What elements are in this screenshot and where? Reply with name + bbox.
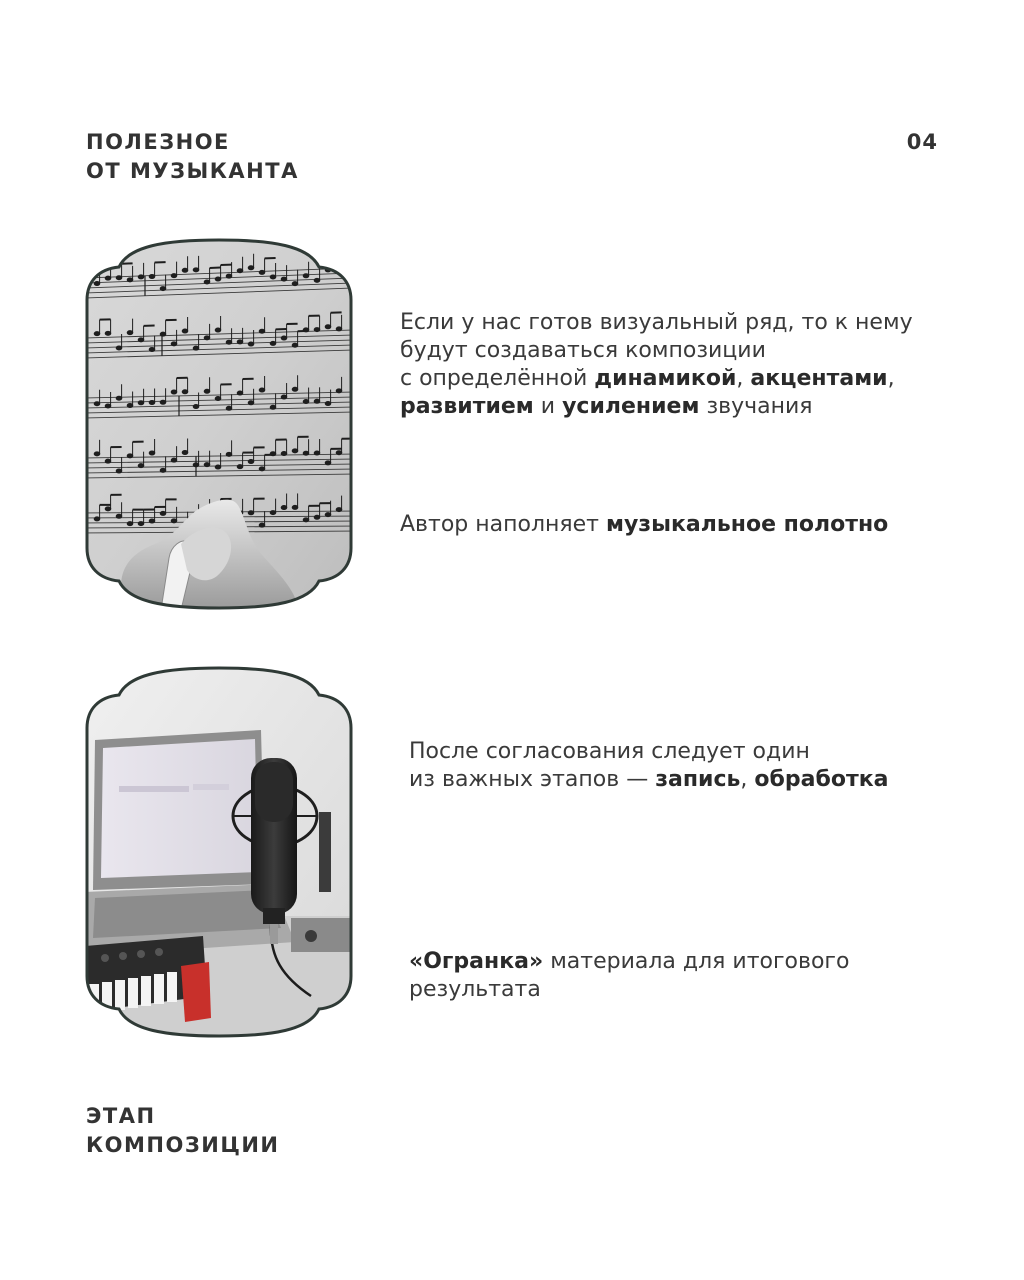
note-head (259, 270, 265, 274)
bold-term: акцентами (750, 366, 888, 391)
note-head (259, 388, 265, 392)
text-fragment: звучания (699, 394, 813, 419)
page-number: 04 (906, 130, 938, 154)
note-head (193, 268, 199, 272)
note-head (215, 328, 221, 332)
text-fragment: , (740, 767, 755, 792)
note-head (292, 505, 298, 509)
page-title-line-2: ОТ МУЗЫКАНТА (86, 159, 299, 183)
text-line (400, 337, 960, 365)
note-head (193, 405, 199, 409)
note-head (270, 511, 276, 515)
note-head (336, 389, 342, 393)
page-title-line-1: ПОЛЕЗНОЕ (86, 130, 230, 154)
note-head (281, 277, 287, 281)
text-fragment: Автор наполняет (400, 512, 606, 537)
text-fragment: , (887, 366, 895, 391)
note-head (160, 400, 166, 404)
note-head (336, 327, 342, 331)
note-head (281, 452, 287, 456)
note-head (94, 452, 100, 456)
note-head (94, 282, 100, 286)
note-head (215, 277, 221, 281)
note-head (281, 506, 287, 510)
note-head (292, 282, 298, 286)
note-head (325, 461, 331, 465)
note-head (94, 402, 100, 406)
screen-blur-text (119, 786, 189, 792)
note-head (259, 467, 265, 471)
note-head (215, 397, 221, 401)
note-head (237, 391, 243, 395)
note-head (149, 519, 155, 523)
note-head (292, 449, 298, 453)
section-title (86, 1102, 279, 1160)
note-head (325, 325, 331, 329)
note-head (160, 287, 166, 291)
note-head (204, 463, 210, 467)
studio-microphone-illustration (85, 666, 353, 1038)
note-head (149, 275, 155, 279)
sheet-music-photo (85, 238, 353, 610)
note-head (226, 452, 232, 456)
note-head (116, 396, 122, 400)
note-head (171, 274, 177, 278)
note-head (336, 508, 342, 512)
note-head (171, 458, 177, 462)
note-head (105, 404, 111, 408)
note-head (160, 332, 166, 336)
text-line (409, 976, 969, 1004)
text-fragment: и (533, 394, 563, 419)
note-head (226, 406, 232, 410)
note-head (248, 266, 254, 270)
note-head (127, 454, 133, 458)
section-title-line-1: ЭТАП (86, 1104, 156, 1128)
text-fragment: Если у нас готов визуальный ряд, то к нему (400, 310, 913, 335)
text-line (409, 948, 969, 976)
note-head (138, 401, 144, 405)
note-head (138, 522, 144, 526)
note-head (116, 469, 122, 473)
text-line (409, 738, 969, 766)
note-head (94, 332, 100, 336)
note-head (116, 276, 122, 280)
note-head (325, 513, 331, 517)
note-head (248, 401, 254, 405)
bold-term: усилением (562, 394, 700, 419)
note-head (171, 390, 177, 394)
note-head (226, 274, 232, 278)
note-head (149, 348, 155, 352)
note-head (303, 451, 309, 455)
note-head (314, 328, 320, 332)
note-head (336, 451, 342, 455)
note-head (314, 399, 320, 403)
section-title-line-2: КОМПОЗИЦИИ (86, 1133, 280, 1157)
note-head (237, 340, 243, 344)
note-head (105, 276, 111, 280)
note-head (292, 387, 298, 391)
note-head (182, 390, 188, 394)
note-head (138, 464, 144, 468)
note-head (171, 342, 177, 346)
note-head (215, 465, 221, 469)
note-head (248, 511, 254, 515)
note-head (105, 459, 111, 463)
note-head (303, 518, 309, 522)
note-head (270, 341, 276, 345)
bold-term: запись (655, 767, 741, 792)
note-head (149, 401, 155, 405)
bold-term: музыкальное полотно (605, 512, 889, 537)
sheet-music-illustration (85, 238, 353, 610)
note-head (314, 515, 320, 519)
page-title (86, 128, 299, 186)
note-head (237, 269, 243, 273)
note-head (325, 402, 331, 406)
note-head (303, 400, 309, 404)
note-head (303, 274, 309, 278)
text-fragment: с определённой (400, 366, 595, 391)
note-head (336, 265, 342, 269)
bold-term: развитием (400, 394, 534, 419)
note-head (127, 403, 133, 407)
note-head (281, 395, 287, 399)
note-head (270, 275, 276, 279)
note-head (204, 280, 210, 284)
note-head (160, 468, 166, 472)
text-fragment: материала для итогового (543, 949, 850, 974)
section-1-description (400, 309, 960, 421)
text-fragment: из важных этапов — (409, 767, 656, 792)
note-head (138, 275, 144, 279)
section-1-author-note (400, 511, 960, 539)
bold-term: динамикой (594, 366, 737, 391)
note-head (105, 507, 111, 511)
note-head (105, 331, 111, 335)
note-head (248, 342, 254, 346)
text-fragment: будут создаваться композиции (400, 338, 766, 363)
note-head (248, 460, 254, 464)
note-head (182, 329, 188, 333)
text-line (409, 766, 969, 794)
note-head (314, 278, 320, 282)
bold-term: обработка (754, 767, 889, 792)
note-head (127, 331, 133, 335)
bold-term: «Огранка» (409, 949, 544, 974)
note-head (182, 268, 188, 272)
note-head (204, 389, 210, 393)
note-head (292, 343, 298, 347)
note-head (259, 329, 265, 333)
section-2-description (409, 738, 969, 794)
note-head (226, 340, 232, 344)
text-line (400, 309, 960, 337)
note-head (193, 346, 199, 350)
note-head (270, 452, 276, 456)
studio-microphone-photo (85, 666, 353, 1038)
note-head (94, 517, 100, 521)
note-head (281, 336, 287, 340)
note-head (204, 336, 210, 340)
note-head (303, 328, 309, 332)
note-head (237, 465, 243, 469)
note-head (127, 522, 133, 526)
note-head (314, 451, 320, 455)
text-line (400, 365, 960, 393)
note-head (116, 346, 122, 350)
note-head (259, 523, 265, 527)
note-head (138, 338, 144, 342)
text-fragment: результата (409, 977, 541, 1002)
text-line (400, 393, 960, 421)
note-head (160, 511, 166, 515)
note-head (182, 451, 188, 455)
text-fragment: , (736, 366, 751, 391)
section-2-finishing-note (409, 948, 969, 1004)
note-head (171, 519, 177, 523)
text-fragment: После согласования следует один (409, 739, 810, 764)
note-head (149, 451, 155, 455)
note-head (127, 278, 133, 282)
note-head (116, 514, 122, 518)
note-head (270, 405, 276, 409)
